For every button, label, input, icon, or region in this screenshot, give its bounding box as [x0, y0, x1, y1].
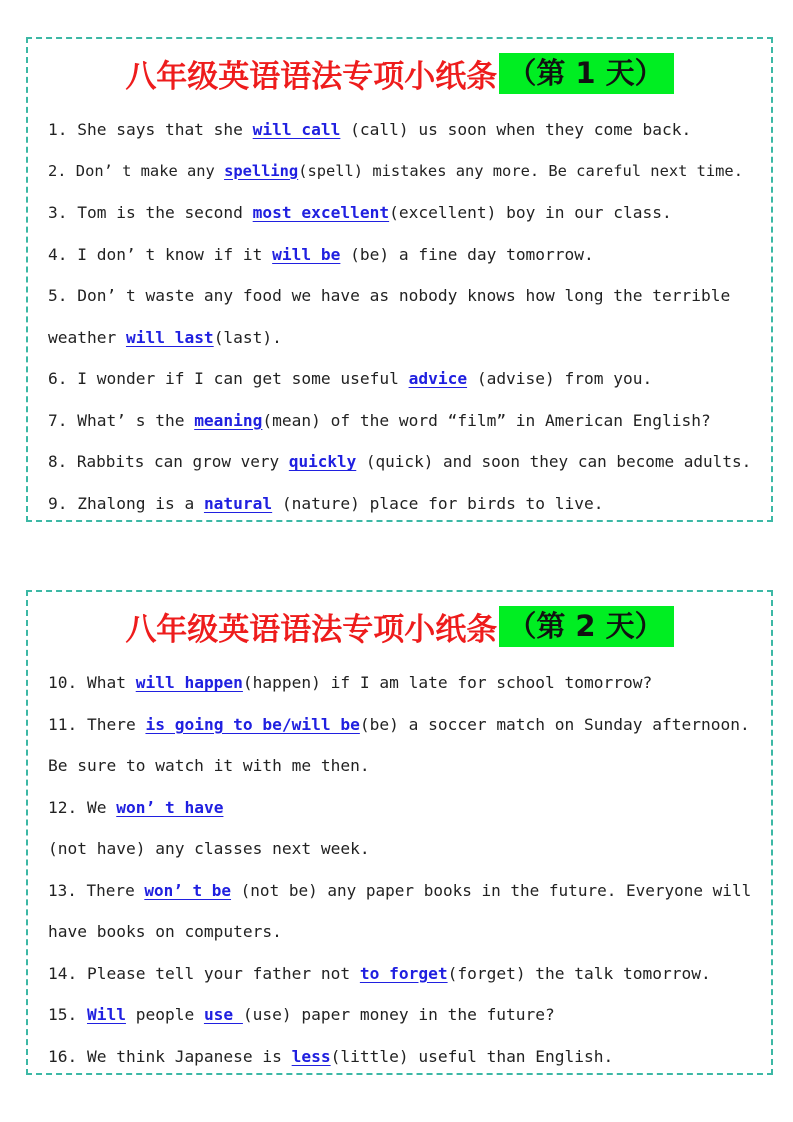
exercise-line	[48, 234, 751, 276]
line-text: 4. I don’ t know if it	[48, 244, 273, 264]
line-text: (nature) place for birds to live.	[272, 493, 604, 513]
worksheet-card-day-2	[26, 590, 773, 1075]
line-text: (be) a fine day tomorrow.	[340, 244, 594, 264]
line-text: 3. Tom is the second	[48, 203, 253, 222]
exercise-line	[48, 151, 751, 193]
line-text: have books on computers.	[48, 922, 282, 941]
line-text: weather	[48, 327, 126, 347]
card-title	[28, 51, 771, 96]
title-text: 八年级英语语法专项小纸条	[125, 59, 498, 95]
line-text: people	[125, 1005, 204, 1024]
answer: will call	[252, 120, 341, 139]
exercise-line	[48, 1036, 751, 1078]
answer: most excellent	[252, 203, 390, 222]
exercise-line	[48, 441, 751, 483]
line-text: (little) useful than English.	[330, 1046, 614, 1066]
line-text: (be) a soccer match on Sunday afternoon.	[359, 714, 750, 734]
answer: is going to be/will be	[145, 714, 360, 734]
line-text: Be sure to watch it with me then.	[48, 756, 370, 775]
answer: spelling	[224, 161, 299, 180]
exercise-line	[48, 662, 751, 704]
exercise-line	[48, 911, 751, 953]
card-title	[28, 604, 771, 649]
line-text: 5. Don’ t waste any food we have as nobody knows how long the terrible	[48, 286, 731, 305]
line-text: 6. I wonder if I can get some useful	[48, 369, 409, 388]
line-text: (advise) from you.	[467, 369, 653, 388]
exercise-line	[48, 994, 751, 1036]
answer: won’ t have	[116, 797, 224, 817]
exercise-line	[48, 745, 751, 787]
line-text: (use) paper money in the future?	[242, 1005, 555, 1024]
exercise-line	[48, 704, 751, 746]
line-text: (spell) mistakes any more. Be careful next time.	[298, 161, 743, 180]
exercise-line	[48, 358, 751, 400]
answer: natural	[203, 493, 273, 513]
line-text: 2. Don’ t make any	[48, 161, 225, 180]
exercise-line	[48, 483, 751, 525]
answer: use	[203, 1005, 243, 1024]
line-text: 1. She says that she	[48, 120, 253, 139]
line-text: 15.	[48, 1005, 87, 1024]
answer: will happen	[135, 673, 243, 692]
exercise-list	[48, 109, 751, 524]
exercise-line	[48, 192, 751, 234]
line-text: (last).	[213, 327, 282, 347]
line-text: (not have) any classes next week.	[48, 839, 370, 858]
line-text: 11. There	[48, 714, 146, 734]
line-text: (quick) and soon they can become adults.	[356, 452, 751, 471]
line-text: (mean) of the word “film” in American English?	[262, 410, 711, 430]
title-text: 八年级英语语法专项小纸条	[125, 612, 498, 648]
line-text: 10. What	[48, 673, 136, 692]
answer: Will	[86, 1005, 126, 1024]
exercise-line	[48, 109, 751, 151]
exercise-line	[48, 275, 751, 317]
answer: advice	[408, 369, 468, 388]
answer: less	[291, 1046, 331, 1066]
line-text: (call) us soon when they come back.	[340, 120, 692, 139]
answer: meaning	[194, 410, 263, 430]
line-text: 13. There	[48, 880, 145, 900]
day-badge: （第 1 天）	[499, 53, 673, 94]
line-text: 14. Please tell your father not	[48, 963, 360, 983]
exercise-line	[48, 828, 751, 870]
worksheet-card-day-1	[26, 37, 773, 522]
exercise-line	[48, 787, 751, 829]
answer: to forget	[359, 963, 448, 983]
exercise-line	[48, 953, 751, 995]
exercise-line	[48, 870, 751, 912]
line-text: (forget) the talk tomorrow.	[447, 963, 711, 983]
answer: quickly	[288, 452, 357, 471]
exercise-line	[48, 400, 751, 442]
line-text: (excellent) boy in our class.	[389, 203, 672, 222]
line-text: (happen) if I am late for school tomorrow?	[242, 673, 653, 692]
exercise-list	[48, 662, 751, 1077]
line-text: 16. We think Japanese is	[48, 1046, 292, 1066]
answer: will be	[272, 244, 341, 264]
line-text: 9. Zhalong is a	[48, 493, 204, 513]
answer: will last	[125, 327, 214, 347]
exercise-line	[48, 317, 751, 359]
line-text: 7. What’ s the	[48, 410, 195, 430]
line-text: (not be) any paper books in the future. Everyone will	[231, 880, 751, 900]
answer: won’ t be	[144, 880, 232, 900]
line-text: 12. We	[48, 797, 117, 817]
line-text: 8. Rabbits can grow very	[48, 452, 289, 471]
day-badge: （第 2 天）	[499, 606, 673, 647]
